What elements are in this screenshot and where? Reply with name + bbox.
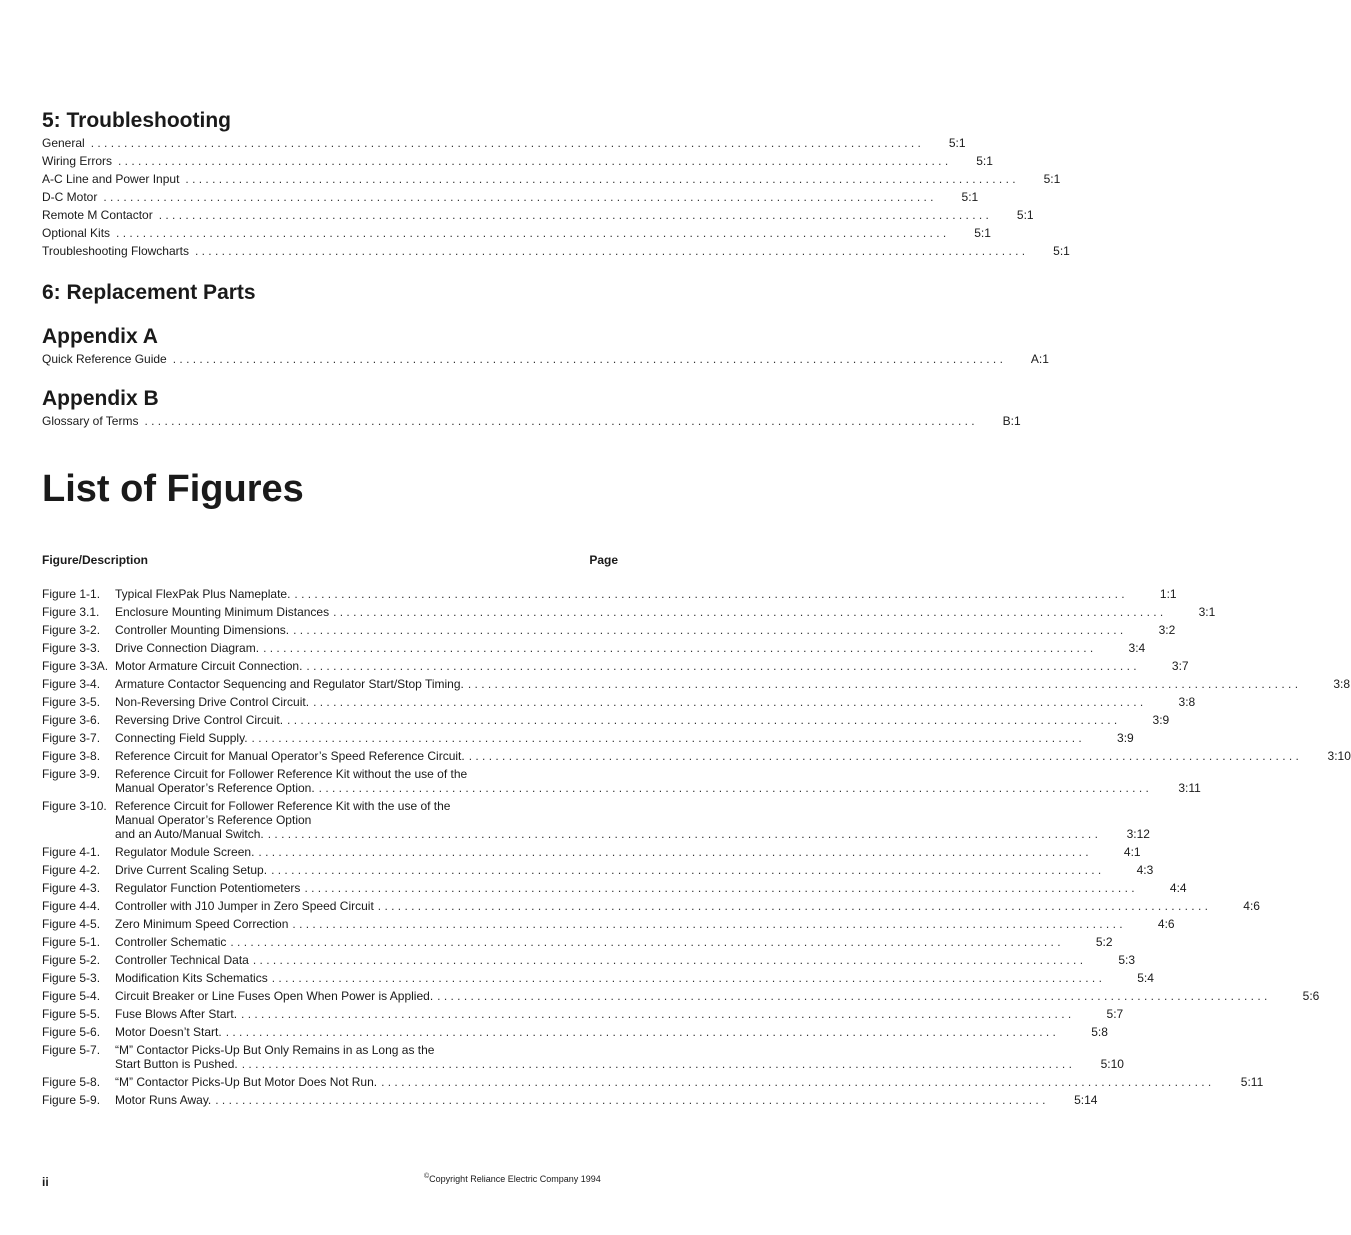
dot-leader	[468, 677, 1298, 691]
figure-number: Figure 5-6.	[42, 1025, 101, 1039]
toc-entry[interactable]	[42, 134, 966, 152]
dot-leader	[469, 749, 1299, 763]
figure-description-line: Fuse Blows After Start.	[115, 1007, 238, 1021]
toc-section	[42, 280, 618, 306]
figure-entry[interactable]	[42, 749, 1351, 763]
figures-header-right: Page	[589, 553, 618, 567]
figure-entry[interactable]	[42, 1025, 1108, 1039]
figure-page: 5:4	[1137, 971, 1154, 985]
figure-description-line: Circuit Breaker or Line Fuses Open When Power is Applied.	[115, 989, 434, 1003]
figure-page: 3:7	[1171, 659, 1189, 673]
figure-description-line: Non-Reversing Drive Control Circuit.	[115, 695, 310, 709]
figure-page: 4:1	[1123, 845, 1141, 859]
toc-entry-page: 5:1	[1016, 208, 1034, 222]
dot-leader	[215, 1093, 1045, 1107]
dot-leader	[173, 350, 1003, 368]
figure-entry[interactable]	[42, 1043, 1124, 1071]
figure-description	[115, 659, 1189, 673]
dot-leader	[294, 587, 1124, 601]
dot-leader	[268, 827, 1098, 841]
section-heading: 6: Replacement Parts	[42, 281, 256, 304]
toc-entry-page: 5:1	[961, 190, 979, 204]
toc-entry-label: Optional Kits	[42, 226, 111, 240]
figure-description	[115, 953, 1135, 967]
figure-description-line: Motor Armature Circuit Connection.	[115, 659, 303, 673]
figure-number: Figure 3-9.	[42, 767, 101, 781]
figure-entry[interactable]	[42, 641, 1146, 655]
figure-entry[interactable]	[42, 799, 1150, 841]
figure-number: Figure 3.1.	[42, 605, 100, 619]
figure-number: Figure 4-1.	[42, 845, 101, 859]
toc-entry-label: Glossary of Terms	[42, 414, 139, 428]
toc-entry[interactable]	[42, 350, 1049, 368]
figure-page: 5:2	[1095, 935, 1113, 949]
figure-entry[interactable]	[42, 731, 1134, 745]
toc-entry-label: Troubleshooting Flowcharts	[42, 244, 189, 258]
toc-entry[interactable]	[42, 152, 993, 170]
figure-description-line: Zero Minimum Speed Correction	[115, 917, 289, 931]
figure-page: 4:6	[1157, 917, 1175, 931]
figures-list	[42, 587, 1351, 1111]
toc-entry-page: 5:1	[976, 154, 993, 168]
figure-description	[115, 1075, 1263, 1089]
figure-description-line: Controller Schematic	[115, 935, 227, 949]
figure-description-line: Controller with J10 Jumper in Zero Speed Circuit	[115, 899, 374, 913]
dot-leader	[292, 917, 1122, 931]
figure-page: 5:6	[1302, 989, 1320, 1003]
figure-page: 3:8	[1178, 695, 1196, 709]
dot-leader	[437, 989, 1267, 1003]
figure-description	[115, 749, 1351, 763]
figure-description-line: Motor Runs Away.	[115, 1093, 212, 1107]
dot-leader	[293, 623, 1123, 637]
figure-entry[interactable]	[42, 845, 1141, 859]
figure-number: Figure 3-3A.	[42, 659, 109, 673]
toc-entry-page: B:1	[1002, 414, 1021, 428]
figure-entry[interactable]	[42, 1075, 1264, 1089]
figure-page: 3:4	[1128, 641, 1146, 655]
figure-page: 3:9	[1117, 731, 1134, 745]
dot-leader	[242, 1057, 1072, 1071]
figure-description	[115, 1093, 1097, 1107]
figure-number: Figure 3-2.	[42, 623, 101, 637]
figure-entry[interactable]	[42, 1007, 1124, 1021]
figure-description	[115, 695, 1195, 709]
dot-leader	[116, 224, 946, 242]
figure-description	[115, 971, 1154, 985]
figure-page: 5:7	[1106, 1007, 1124, 1021]
figure-page: 3:2	[1158, 623, 1176, 637]
figure-description-line: Connecting Field Supply.	[115, 731, 248, 745]
figure-number: Figure 5-8.	[42, 1075, 101, 1089]
figure-page: 1:1	[1159, 587, 1177, 601]
figure-description	[115, 799, 1150, 841]
figure-description	[115, 731, 1134, 745]
figure-description-line: “M” Contactor Picks-Up But Only Remains in as Long as the	[115, 1043, 435, 1057]
figure-entry[interactable]	[42, 659, 1189, 673]
figure-number: Figure 3-8.	[42, 749, 101, 763]
figure-number: Figure 3-7.	[42, 731, 101, 745]
figure-page: 3:10	[1327, 749, 1351, 763]
dot-leader	[258, 845, 1088, 859]
figure-number: Figure 3-4.	[42, 677, 101, 691]
figure-number: Figure 1-1.	[42, 587, 101, 601]
figure-description-line: Reference Circuit for Follower Reference Kit with the use of the	[115, 799, 451, 813]
figure-entry[interactable]	[42, 935, 1113, 949]
toc-section	[42, 108, 1070, 260]
figure-description	[115, 713, 1169, 727]
figure-page: 4:4	[1169, 881, 1187, 895]
dot-leader	[319, 781, 1149, 795]
figure-entry[interactable]	[42, 899, 1260, 913]
dot-leader	[378, 899, 1208, 913]
figure-page: 5:11	[1240, 1075, 1264, 1089]
figure-description	[115, 935, 1113, 949]
toc-entry-label: A-C Line and Power Input	[42, 172, 180, 186]
figure-entry[interactable]	[42, 989, 1320, 1003]
dot-leader	[195, 242, 1025, 260]
figure-description-line: “M” Contactor Picks-Up But Motor Does Not Run.	[115, 1075, 378, 1089]
toc-entry-label: Wiring Errors	[42, 154, 113, 168]
figure-number: Figure 5-9.	[42, 1093, 101, 1107]
figure-description	[115, 845, 1141, 859]
figure-description	[115, 641, 1145, 655]
figure-page: 5:8	[1091, 1025, 1108, 1039]
figure-page: 4:6	[1243, 899, 1260, 913]
figure-entry[interactable]	[42, 917, 1175, 931]
figure-description	[115, 863, 1153, 877]
figure-number: Figure 3-10.	[42, 799, 107, 813]
figure-description	[115, 1025, 1108, 1039]
figure-page: 3:12	[1126, 827, 1150, 841]
dot-leader	[253, 953, 1083, 967]
figure-description	[115, 899, 1260, 913]
figure-entry[interactable]	[42, 713, 1170, 727]
dot-leader	[144, 412, 974, 430]
section-heading: Appendix A	[42, 325, 158, 348]
figure-number: Figure 4-4.	[42, 899, 101, 913]
figure-page: 3:1	[1198, 605, 1216, 619]
figure-number: Figure 4-2.	[42, 863, 101, 877]
toc-section	[42, 324, 1049, 368]
figure-entry[interactable]	[42, 881, 1187, 895]
dot-leader	[304, 881, 1134, 895]
figure-description-line: Drive Current Scaling Setup.	[115, 863, 268, 877]
toc-entry[interactable]	[42, 170, 1061, 188]
figure-description-line: Regulator Module Screen.	[115, 845, 255, 859]
figure-page: 3:11	[1178, 781, 1201, 795]
section-heading: Appendix B	[42, 387, 159, 410]
figure-description-line: Motor Doesn’t Start.	[115, 1025, 222, 1039]
figure-number: Figure 5-3.	[42, 971, 101, 985]
toc-entry-label: D-C Motor	[42, 190, 98, 204]
figure-number: Figure 5-5.	[42, 1007, 101, 1021]
dot-leader	[306, 659, 1136, 673]
toc-entry[interactable]	[42, 242, 1070, 260]
figure-description-line: Armature Contactor Sequencing and Regulator Start/Stop Timing.	[115, 677, 464, 691]
figure-description-line: Reference Circuit for Manual Operator’s Speed Reference Circuit.	[115, 749, 465, 763]
figure-description	[115, 587, 1177, 601]
toc-entry-label: Quick Reference Guide	[42, 352, 167, 366]
figure-entry[interactable]	[42, 971, 1154, 985]
figure-description-line: and an Auto/Manual Switch.	[115, 827, 264, 841]
figure-page: 3:8	[1333, 677, 1351, 691]
figure-description	[115, 605, 1215, 619]
figure-description-line: Controller Mounting Dimensions.	[115, 623, 290, 637]
figures-header-left: Figure/Description	[42, 553, 149, 567]
toc-entry-page: 5:1	[1053, 244, 1070, 258]
figure-description-line: Manual Operator’s Reference Option	[115, 813, 312, 827]
dot-leader	[230, 935, 1060, 949]
figure-page: 3:9	[1152, 713, 1170, 727]
dot-leader	[118, 152, 948, 170]
figure-entry[interactable]	[42, 695, 1196, 709]
figure-description-line: Drive Connection Diagram.	[115, 641, 260, 655]
toc-section	[42, 386, 1021, 430]
list-of-figures-title: List of Figures	[42, 468, 304, 510]
dot-leader	[333, 605, 1163, 619]
figure-page: 5:14	[1074, 1093, 1098, 1107]
figures-header	[42, 553, 618, 567]
toc-entry[interactable]	[42, 224, 991, 242]
dot-leader	[159, 206, 989, 224]
figure-description	[115, 767, 1201, 795]
dot-leader	[103, 188, 933, 206]
page-number: ii	[42, 1175, 49, 1189]
figure-page: 5:3	[1118, 953, 1136, 967]
dot-leader	[263, 641, 1093, 655]
figure-entry[interactable]	[42, 587, 1177, 601]
figure-description-line: Reversing Drive Control Circuit.	[115, 713, 284, 727]
figure-description-line: Regulator Function Potentiometers	[115, 881, 301, 895]
figure-number: Figure 4-5.	[42, 917, 101, 931]
dot-leader	[185, 170, 1015, 188]
figure-description	[115, 677, 1350, 691]
toc-entry[interactable]	[42, 412, 1021, 430]
figure-number: Figure 3-3.	[42, 641, 101, 655]
toc-entry-page: 5:1	[974, 226, 991, 240]
copyright-text: Copyright Reliance Electric Company 1994	[429, 1174, 601, 1184]
dot-leader	[241, 1007, 1071, 1021]
toc-entry-page: 5:1	[948, 136, 966, 150]
figure-number: Figure 5-2.	[42, 953, 101, 967]
dot-leader	[271, 863, 1101, 877]
figure-description	[115, 881, 1187, 895]
figure-description-line: Enclosure Mounting Minimum Distances	[115, 605, 330, 619]
toc-entry[interactable]	[42, 188, 979, 206]
toc-entry-page: A:1	[1030, 352, 1049, 366]
section-heading: 5: Troubleshooting	[42, 109, 231, 132]
toc-entry-page: 5:1	[1043, 172, 1061, 186]
figure-page: 5:10	[1100, 1057, 1124, 1071]
figure-entry[interactable]	[42, 953, 1136, 967]
figure-description	[115, 989, 1319, 1003]
figure-entry[interactable]	[42, 605, 1216, 619]
toc-entry[interactable]	[42, 206, 1034, 224]
figure-page: 4:3	[1136, 863, 1154, 877]
figure-description	[115, 1007, 1123, 1021]
figure-number: Figure 3-6.	[42, 713, 101, 727]
dot-leader	[381, 1075, 1211, 1089]
figure-entry[interactable]	[42, 677, 1351, 691]
toc-entry-label: Remote M Contactor	[42, 208, 153, 222]
figure-number: Figure 5-4.	[42, 989, 101, 1003]
dot-leader	[252, 731, 1082, 745]
copyright-symbol: ©	[424, 1173, 430, 1180]
figure-number: Figure 5-7.	[42, 1043, 101, 1057]
figure-description-line: Start Button is Pushed.	[115, 1057, 238, 1071]
figure-entry[interactable]	[42, 767, 1201, 795]
figure-description-line: Modification Kits Schematics	[115, 971, 268, 985]
figure-description	[115, 917, 1175, 931]
figure-entry[interactable]	[42, 623, 1176, 637]
figure-number: Figure 5-1.	[42, 935, 101, 949]
figure-description	[115, 623, 1175, 637]
dot-leader	[226, 1025, 1056, 1039]
copyright-notice	[424, 1173, 601, 1184]
figure-entry[interactable]	[42, 863, 1154, 877]
figure-description-line: Reference Circuit for Follower Reference Kit without the use of the	[115, 767, 468, 781]
dot-leader	[287, 713, 1117, 727]
figure-description	[115, 1043, 1124, 1071]
dot-leader	[313, 695, 1143, 709]
figure-number: Figure 3-5.	[42, 695, 101, 709]
toc-entry-label: General	[42, 136, 85, 150]
dot-leader	[272, 971, 1102, 985]
dot-leader	[91, 134, 921, 152]
figure-description-line: Manual Operator’s Reference Option.	[115, 781, 315, 795]
figure-description-line: Controller Technical Data	[115, 953, 249, 967]
figure-entry[interactable]	[42, 1093, 1098, 1107]
figure-number: Figure 4-3.	[42, 881, 101, 895]
figure-description-line: Typical FlexPak Plus Nameplate.	[115, 587, 291, 601]
